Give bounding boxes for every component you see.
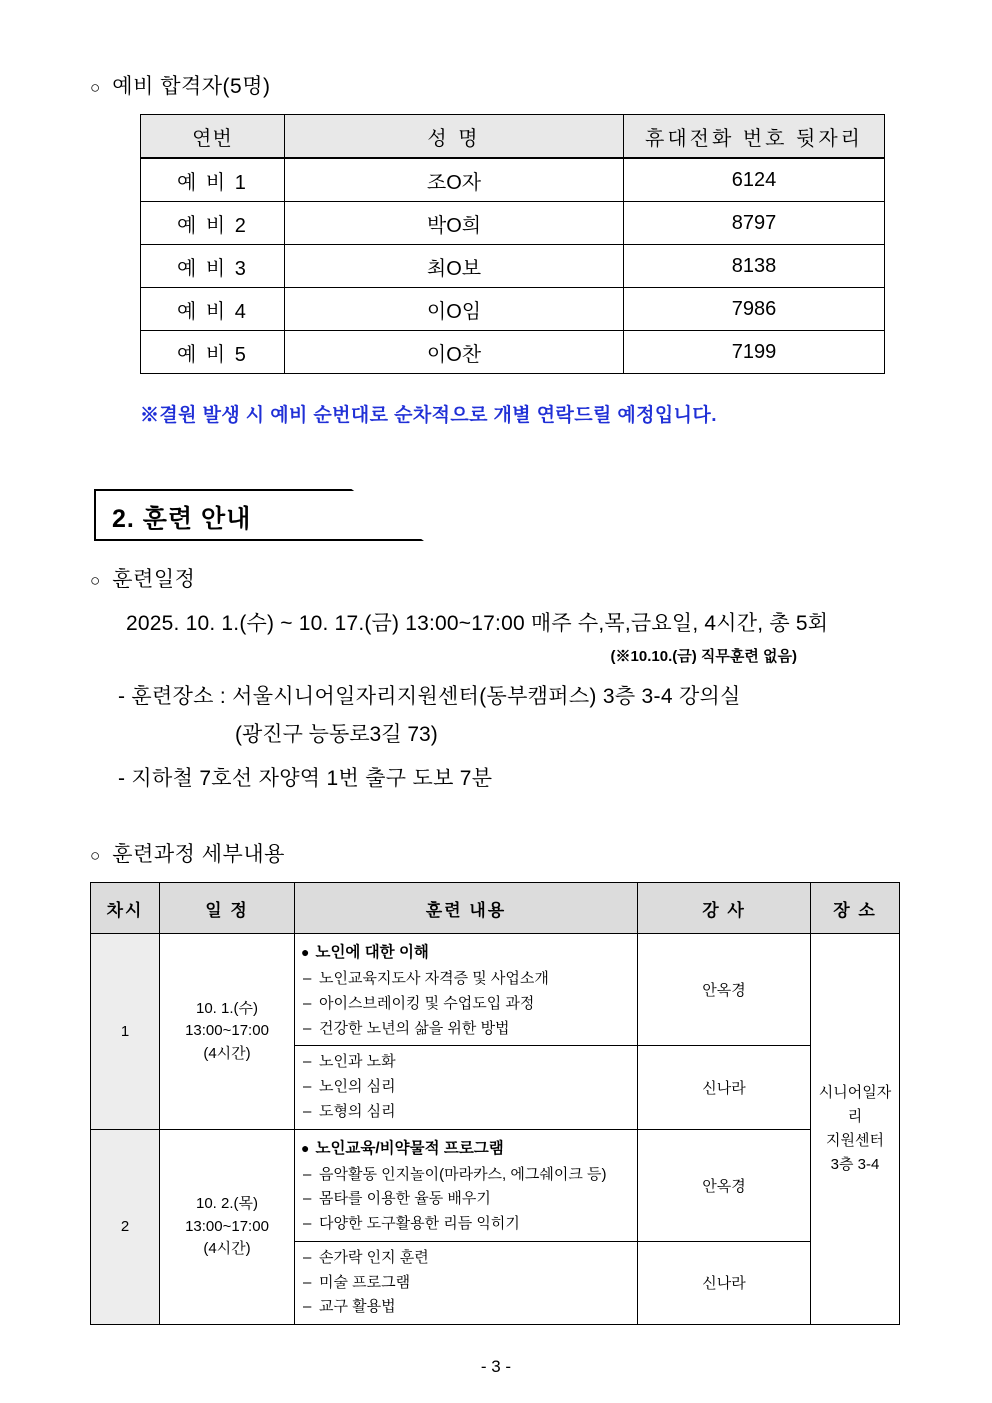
cell-teacher: 안옥경 bbox=[638, 1129, 811, 1241]
table-header-row bbox=[91, 883, 900, 934]
list-item: – 노인의 심리 bbox=[301, 1075, 631, 1100]
detail-table-wrap bbox=[90, 882, 902, 1325]
cell-phone: 7199 bbox=[624, 331, 885, 374]
list-item: – 몸타를 이용한 율동 배우기 bbox=[301, 1187, 631, 1212]
column-header-phone: 휴대전화 번호 뒷자리 bbox=[624, 115, 885, 159]
cell-name: 박O희 bbox=[285, 202, 624, 245]
place-line: 3층 3-4 bbox=[830, 1156, 880, 1173]
bullet-dot-icon: ● bbox=[301, 944, 310, 960]
bullet-icon: ○ bbox=[90, 571, 101, 590]
list-item: – 음악활동 인지놀이(마라카스, 에그쉐이크 등) bbox=[301, 1163, 631, 1188]
waitlist-heading: 예비 합격자(5명) bbox=[112, 75, 271, 98]
content-topic-row bbox=[301, 1136, 631, 1158]
cell-place bbox=[811, 934, 900, 1325]
schedule-heading: 훈련일정 bbox=[112, 568, 196, 591]
cell-no: 예 비 1 bbox=[141, 158, 285, 202]
content-item-list bbox=[301, 1246, 631, 1320]
column-header-no: 연번 bbox=[141, 115, 285, 159]
cell-content bbox=[295, 934, 638, 1046]
waitlist-note: ※결원 발생 시 예비 순번대로 순차적으로 개별 연락드릴 예정입니다. bbox=[140, 405, 717, 426]
table-row bbox=[91, 1129, 900, 1241]
column-header-teacher: 강 사 bbox=[638, 883, 811, 934]
cell-no: 예 비 5 bbox=[141, 331, 285, 374]
list-item: – 교구 활용법 bbox=[301, 1295, 631, 1320]
date-line: (4시간) bbox=[203, 1240, 251, 1257]
waitlist-heading-row bbox=[90, 70, 902, 100]
cell-teacher: 안옥경 bbox=[638, 934, 811, 1046]
schedule-heading-row bbox=[90, 563, 902, 593]
table-row bbox=[91, 934, 900, 1046]
list-item: – 아이스브레이킹 및 수업도입 과정 bbox=[301, 992, 631, 1017]
content-item-list bbox=[301, 967, 631, 1041]
schedule-note: (※10.10.(금) 직무훈련 없음) bbox=[610, 648, 797, 665]
column-header-content: 훈련 내용 bbox=[295, 883, 638, 934]
cell-content bbox=[295, 1046, 638, 1129]
cell-name: 조O자 bbox=[285, 158, 624, 202]
place-line: 시니어일자리 bbox=[818, 1084, 892, 1125]
list-item: – 건강한 노년의 삶을 위한 방법 bbox=[301, 1017, 631, 1042]
content-topic: 노인교육/비약물적 프로그램 bbox=[315, 1139, 504, 1157]
date-line: 10. 1.(수) bbox=[195, 999, 258, 1017]
date-line: 13:00~17:00 bbox=[185, 1022, 269, 1039]
schedule-main-line: 2025. 10. 1.(수) ~ 10. 17.(금) 13:00~17:00 매주 수,목,금요일, 4시간, 총 5회 bbox=[126, 612, 829, 635]
table-header-row bbox=[141, 115, 885, 159]
list-item: – 노인교육지도사 자격증 및 사업소개 bbox=[301, 967, 631, 992]
cell-session-no: 1 bbox=[91, 934, 160, 1130]
column-header-place: 장 소 bbox=[811, 883, 900, 934]
cell-session-date bbox=[160, 934, 295, 1130]
detail-heading: 훈련과정 세부내용 bbox=[112, 843, 285, 866]
content-item-list bbox=[301, 1163, 631, 1237]
list-item: – 미술 프로그램 bbox=[301, 1271, 631, 1296]
cell-no: 예 비 2 bbox=[141, 202, 285, 245]
cell-phone: 8138 bbox=[624, 245, 885, 288]
list-item: – 손가락 인지 훈련 bbox=[301, 1246, 631, 1271]
bullet-icon: ○ bbox=[90, 846, 101, 865]
date-line: 10. 2.(목) bbox=[195, 1195, 258, 1212]
cell-no: 예 비 3 bbox=[141, 245, 285, 288]
waitlist-table-wrap bbox=[140, 114, 902, 374]
cell-session-date bbox=[160, 1129, 295, 1325]
page-number: - 3 - bbox=[480, 1357, 512, 1376]
cell-phone: 7986 bbox=[624, 288, 885, 331]
table-row bbox=[141, 202, 885, 245]
cell-session-no: 2 bbox=[91, 1129, 160, 1325]
list-item: – 도형의 심리 bbox=[301, 1100, 631, 1125]
waitlist-table bbox=[140, 114, 885, 374]
table-row bbox=[141, 331, 885, 374]
column-header-name: 성 명 bbox=[285, 115, 624, 159]
date-line: 13:00~17:00 bbox=[185, 1217, 269, 1235]
table-row bbox=[141, 158, 885, 202]
content-topic: 노인에 대한 이해 bbox=[315, 944, 429, 961]
cell-teacher: 신나라 bbox=[638, 1241, 811, 1324]
schedule-place-line: - 훈련장소 : 서울시니어일자리지원센터(동부캠퍼스) 3층 3-4 강의실 bbox=[118, 685, 741, 708]
date-line: (4시간) bbox=[203, 1044, 251, 1062]
detail-heading-row bbox=[90, 838, 902, 868]
cell-phone: 8797 bbox=[624, 202, 885, 245]
schedule-place-address: (광진구 능동로3길 73) bbox=[235, 723, 438, 746]
list-item: – 다양한 도구활용한 리듬 익히기 bbox=[301, 1212, 631, 1237]
schedule-transit-line: - 지하철 7호선 자양역 1번 출구 도보 7분 bbox=[118, 767, 493, 790]
bullet-dot-icon: ● bbox=[301, 1139, 310, 1156]
content-item-list bbox=[301, 1050, 631, 1124]
table-row bbox=[141, 245, 885, 288]
content-topic-row bbox=[301, 940, 631, 962]
cell-phone: 6124 bbox=[624, 158, 885, 202]
cell-no: 예 비 4 bbox=[141, 288, 285, 331]
detail-table bbox=[90, 882, 900, 1325]
table-row bbox=[141, 288, 885, 331]
place-line: 지원센터 bbox=[826, 1132, 884, 1149]
section-heading-training bbox=[94, 489, 424, 541]
cell-name: 최O보 bbox=[285, 245, 624, 288]
section-heading-label: 2. 훈련 안내 bbox=[112, 505, 252, 533]
cell-teacher: 신나라 bbox=[638, 1046, 811, 1129]
cell-name: 이O임 bbox=[285, 288, 624, 331]
column-header-session: 차시 bbox=[91, 883, 160, 934]
list-item: – 노인과 노화 bbox=[301, 1050, 631, 1075]
cell-name: 이O찬 bbox=[285, 331, 624, 374]
cell-content bbox=[295, 1241, 638, 1324]
cell-content bbox=[295, 1129, 638, 1241]
column-header-date: 일 정 bbox=[160, 883, 295, 934]
bullet-icon: ○ bbox=[90, 78, 101, 97]
